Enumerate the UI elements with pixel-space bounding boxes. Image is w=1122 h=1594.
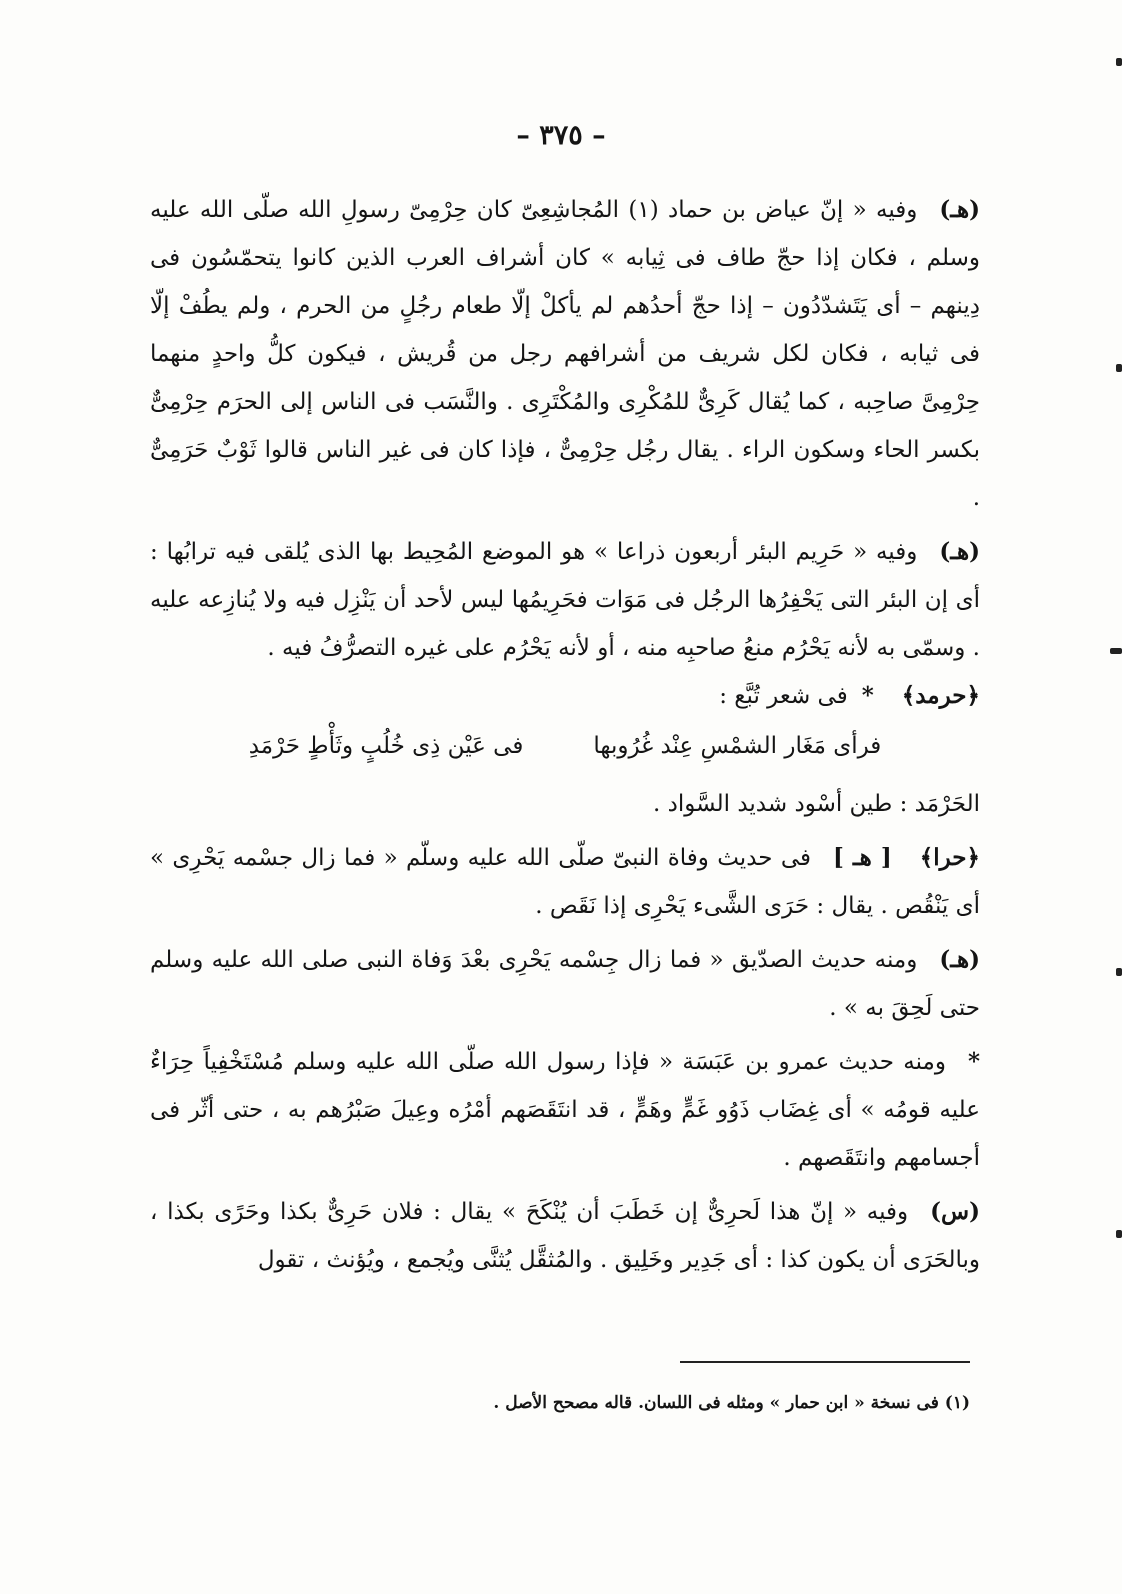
gloss-hrmd: الحَرْمَد : طين أسْود شديد السَّواد . <box>652 791 980 817</box>
verse-second-hemistich: فى عَيْن ذِى خُلُبٍ وثَأْطٍ حَرْمَدِ <box>248 733 524 759</box>
main-text <box>150 186 980 1284</box>
footnote-divider <box>680 1361 970 1363</box>
scan-edge-mark <box>1116 1230 1122 1238</box>
scan-edge-mark <box>1116 968 1122 976</box>
paragraph-text: ومنه حديث الصدّيق « فما زال جِسْمه يَحْرِى بعْدَ وَفاة النبى صلى الله عليه وسلم حتى لَحِقَ به » . <box>150 947 980 1021</box>
paragraph-hari <box>150 1188 980 1284</box>
paragraph-text: فى حديث وفاة النبىّ صلّى الله عليه وسلّم « فما زال جسْمه يَحْرِى » أى يَنْقُص . يقال : حَرَى الشَّىء يَحْرِى إذا نَقَص . <box>150 845 980 919</box>
paragraph-text: وفيه « إنّ هذا لَحرِىٌّ إن خَطَبَ أن يُنْكَحَ » يقال : فلان حَرِىٌّ بكذا وحَرًى بكذا ، وبالحَرَى أن يكون كذا : أى جَدِير وخَلِيق . والمُثقَّل يُثنَّى ويُجمع ، ويُؤنث ، تقول <box>150 1199 980 1273</box>
entry-intro: فى شعر تُبَّع : <box>719 683 848 709</box>
source-marker: (هـ) <box>939 196 980 223</box>
entry-head: ﴿حرمد﴾ <box>901 682 980 709</box>
poem-verse <box>150 722 980 770</box>
paragraph-text: ومنه حديث عمرو بن عَبَسَة « فإذا رسول الله صلّى الله عليه وسلم مُسْتَخْفِياً حِرَاءٌ عليه قومُه » أى غِضَاب ذَوُو غَمٍّ وهَمٍّ ، قد انتَقَصَهم أمْرُه وعِيلَ صَبْرُهم به ، حتى أثّر فى أجسامهم وانتَقَصهم . <box>150 1049 980 1171</box>
source-marker: (هـ) <box>939 538 980 565</box>
paragraph-harim <box>150 528 980 672</box>
paragraph-hirmi <box>150 186 980 522</box>
source-marker: (س) <box>930 1198 980 1225</box>
scan-edge-mark <box>1116 364 1122 372</box>
star-marker: * <box>967 1048 980 1075</box>
star-marker: * <box>861 682 874 709</box>
entry-hrmd <box>150 672 980 720</box>
scan-edge-mark <box>1110 648 1122 654</box>
paragraph-siddiq <box>150 936 980 1032</box>
source-marker: [ هـ ] <box>833 844 892 871</box>
entry-head: ﴿حرا﴾ <box>919 844 980 871</box>
footnote: (١) فى نسخة « ابن حمار » ومثله فى اللسان. قاله مصحح الأصل . <box>493 1393 970 1413</box>
source-marker: (هـ) <box>939 946 980 973</box>
scan-edge-mark <box>1116 58 1122 66</box>
entry-hra <box>150 834 980 930</box>
paragraph-text: وفيه « حَرِيم البئر أربعون ذراعا » هو الموضع المُحِيط بها الذى يُلقى فيه ترابُها : أى إن البئر التى يَحْفِرُها الرجُل فى مَوَات فحَرِيمُها ليس لأحد أن يَنْزِل فيه ولا يُنازِعه عليه . وسمّى به لأنه يَحْرُم منعُ صاحبِه منه ، أو لأنه يَحْرُم على غيره التصرُّفُ فيه . <box>150 539 980 661</box>
page-number: – ٣٧٥ – <box>516 120 606 151</box>
paragraph-amr <box>150 1038 980 1182</box>
paragraph-text: وفيه « إنّ عياض بن حماد (١) المُجاشِعِىّ كان حِرْمِىّ رسولِ الله صلّى الله عليه وسلم ، فكان إذا حجّ طاف فى ثِيابه » كان أشراف العرب الذين كانوا يتحمّسُون فى دِينهم – أى يَتَشدّدُون – إذا حجّ أحدُهم لم يأكلْ إلّا طعام رجُلٍ من الحرم ، ولم يطُفْ إلّا فى ثيابه ، فكان لكل شريف من أشرافهم رجل من قُريش ، فيكون كلُّ واحدٍ منهما حِرْمِىَّ صاحِبه ، كما يُقال كَرِىٌّ للمُكْرِى والمُكْتَرِى . والنَّسَب فى الناس إلى الحرَم حِرْمِىٌّ بكسر الحاء وسكون الراء . يقال رجُل حِرْمِىٌّ ، فإذا كان فى غير الناس قالوا ثَوْبٌ حَرَمِىٌّ . <box>150 197 980 511</box>
verse-first-hemistich: فرأى مَغَار الشمْسِ عِنْد غُرُوبها <box>593 733 882 759</box>
